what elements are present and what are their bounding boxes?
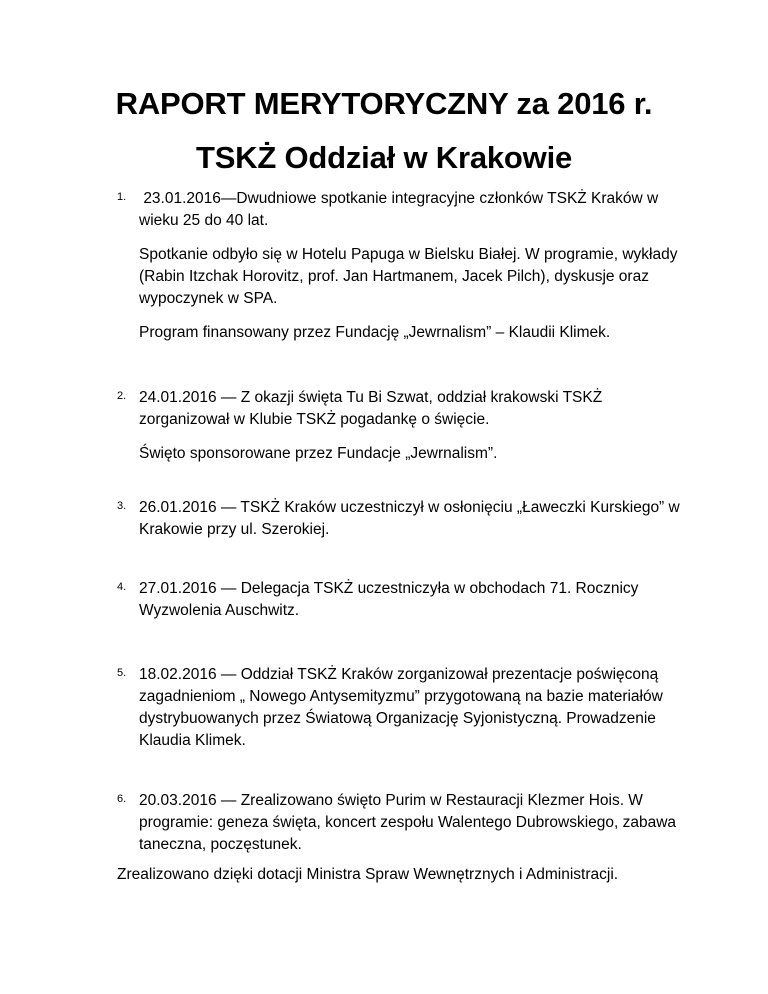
list-number: 1. bbox=[117, 191, 127, 203]
funding-note: Zrealizowano dzięki dotacji Ministra Spraw Wewnętrznych i Administracji. bbox=[117, 866, 619, 883]
list-item-body bbox=[139, 664, 695, 764]
item-paragraph: Święto sponsorowane przez Fundacje „Jewrnalism”. bbox=[139, 445, 498, 462]
list-item-body bbox=[139, 387, 695, 477]
list-item-body bbox=[139, 578, 695, 634]
item-paragraph: 18.02.2016 — Oddział TSKŻ Kraków zorganizował prezentacje poświęconą zagadnieniom „ Nowego Antysemityzmu” przygotowaną na bazie materiałów dystrybuowanych przez Światową Organizację Syjonistyczną. Prowadzenie Klaudia Klimek. bbox=[139, 666, 663, 749]
item-paragraph: Program finansowany przez Fundację „Jewrnalism” – Klaudii Klimek. bbox=[139, 324, 611, 341]
item-paragraph: Spotkanie odbyło się w Hotelu Papuga w Bielsku Białej. W programie, wykłady (Rabin Itzchak Horovitz, prof. Jan Hartmanem, Jacek Pilch), dyskusje oraz wypoczynek w SPA. bbox=[139, 246, 678, 307]
list-number: 6. bbox=[117, 793, 127, 805]
list-item-body bbox=[139, 790, 695, 868]
item-paragraph: 27.01.2016 — Delegacja TSKŻ uczestniczyła w obchodach 71. Rocznicy Wyzwolenia Auschwitz. bbox=[139, 580, 639, 619]
document-title: RAPORT MERYTORYCZNY za 2016 r. bbox=[115, 86, 653, 121]
list-number: 4. bbox=[117, 581, 127, 593]
list-item-body bbox=[139, 188, 695, 356]
list-number: 3. bbox=[117, 500, 127, 512]
item-paragraph: 24.01.2016 — Z okazji święta Tu Bi Szwat, oddział krakowski TSKŻ zorganizował w Klubie TSKŻ pogadankę o święcie. bbox=[139, 389, 603, 428]
list-item-body bbox=[139, 497, 695, 553]
item-paragraph: 23.01.2016—Dwudniowe spotkanie integracyjne członków TSKŻ Kraków w wieku 25 do 40 lat. bbox=[139, 190, 663, 229]
item-paragraph: 26.01.2016 — TSKŻ Kraków uczestniczył w osłonięciu „Ławeczki Kurskiego” w Krakowie przy ul. Szerokiej. bbox=[139, 499, 680, 538]
list-number: 5. bbox=[117, 667, 127, 679]
document-subtitle: TSKŻ Oddział w Krakowie bbox=[195, 140, 573, 175]
item-paragraph: 20.03.2016 — Zrealizowano święto Purim w Restauracji Klezmer Hois. W programie: geneza święta, koncert zespołu Walentego Dubrowskiego, zabawa taneczna, poczęstunek. bbox=[139, 792, 677, 853]
list-number: 2. bbox=[117, 390, 127, 402]
